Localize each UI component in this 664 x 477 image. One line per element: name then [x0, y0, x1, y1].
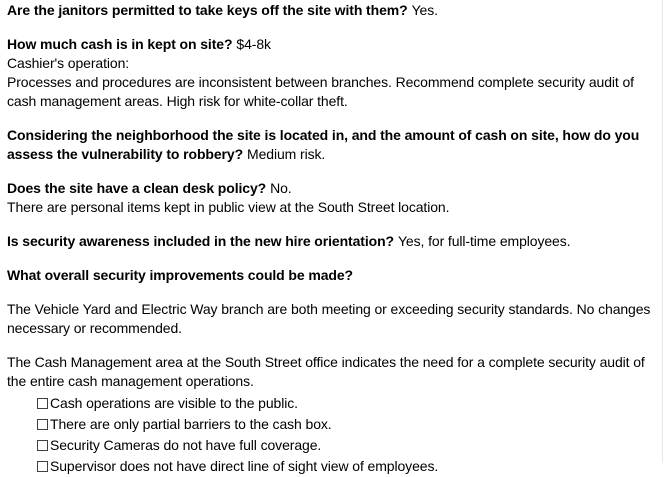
paragraph-text: the entire cash management operations. — [7, 373, 254, 389]
checklist-item — [7, 456, 662, 477]
qa-block-cash-on-site — [7, 35, 662, 111]
question-text: Does the site have a clean desk policy? — [7, 180, 267, 196]
checkbox-icon — [37, 398, 48, 409]
question-text: What overall security improvements could be made? — [7, 267, 353, 283]
answer-text: Medium risk. — [247, 146, 326, 162]
paragraph-vehicle-yard — [7, 300, 662, 338]
checkbox-icon — [37, 419, 48, 430]
note-text: cash management areas. High risk for white-collar theft. — [7, 93, 348, 109]
checklist-item-text: Cash operations are visible to the public. — [50, 395, 298, 411]
checklist-item-text: Security Cameras do not have full coverage. — [50, 437, 322, 453]
checklist-item — [7, 393, 662, 414]
note-text: Cashier's operation: — [7, 55, 130, 71]
qa-block-robbery-vulnerability — [7, 126, 662, 164]
note-text: There are personal items kept in public view at the South Street location. — [7, 199, 450, 215]
note-text: Processes and procedures are inconsistent between branches. Recommend complete security audit of — [7, 74, 634, 90]
qa-block-overall-improvements — [7, 266, 662, 285]
checklist-item-text: There are only partial barriers to the cash box. — [50, 416, 332, 432]
question-text: Considering the neighborhood the site is located in, and the amount of cash on site, how do you — [7, 127, 640, 143]
checklist-item-text: Supervisor does not have direct line of sight view of employees. — [50, 458, 439, 474]
answer-text: Yes, for full-time employees. — [397, 233, 571, 249]
answer-text: Yes. — [411, 2, 438, 18]
qa-block-janitor-keys — [7, 1, 662, 20]
page-edge-line — [662, 0, 663, 463]
checklist — [7, 393, 662, 477]
paragraph-cash-management — [7, 353, 662, 477]
qa-block-clean-desk — [7, 179, 662, 217]
checkbox-icon — [37, 440, 48, 451]
checklist-item — [7, 435, 662, 456]
question-text: assess the vulnerability to robbery? — [7, 146, 244, 162]
qa-block-security-awareness — [7, 232, 662, 251]
question-text: How much cash is in kept on site? — [7, 36, 233, 52]
question-text: Are the janitors permitted to take keys off the site with them? — [7, 2, 408, 18]
paragraph-text: The Vehicle Yard and Electric Way branch are both meeting or exceeding security standards. No changes — [7, 301, 651, 317]
answer-text: No. — [270, 180, 292, 196]
checklist-item — [7, 414, 662, 435]
paragraph-text: necessary or recommended. — [7, 320, 182, 336]
answer-text: $4-8k — [236, 36, 271, 52]
paragraph-text: The Cash Management area at the South Street office indicates the need for a complete security audit of — [7, 354, 645, 370]
question-text: Is security awareness included in the new hire orientation? — [7, 233, 394, 249]
